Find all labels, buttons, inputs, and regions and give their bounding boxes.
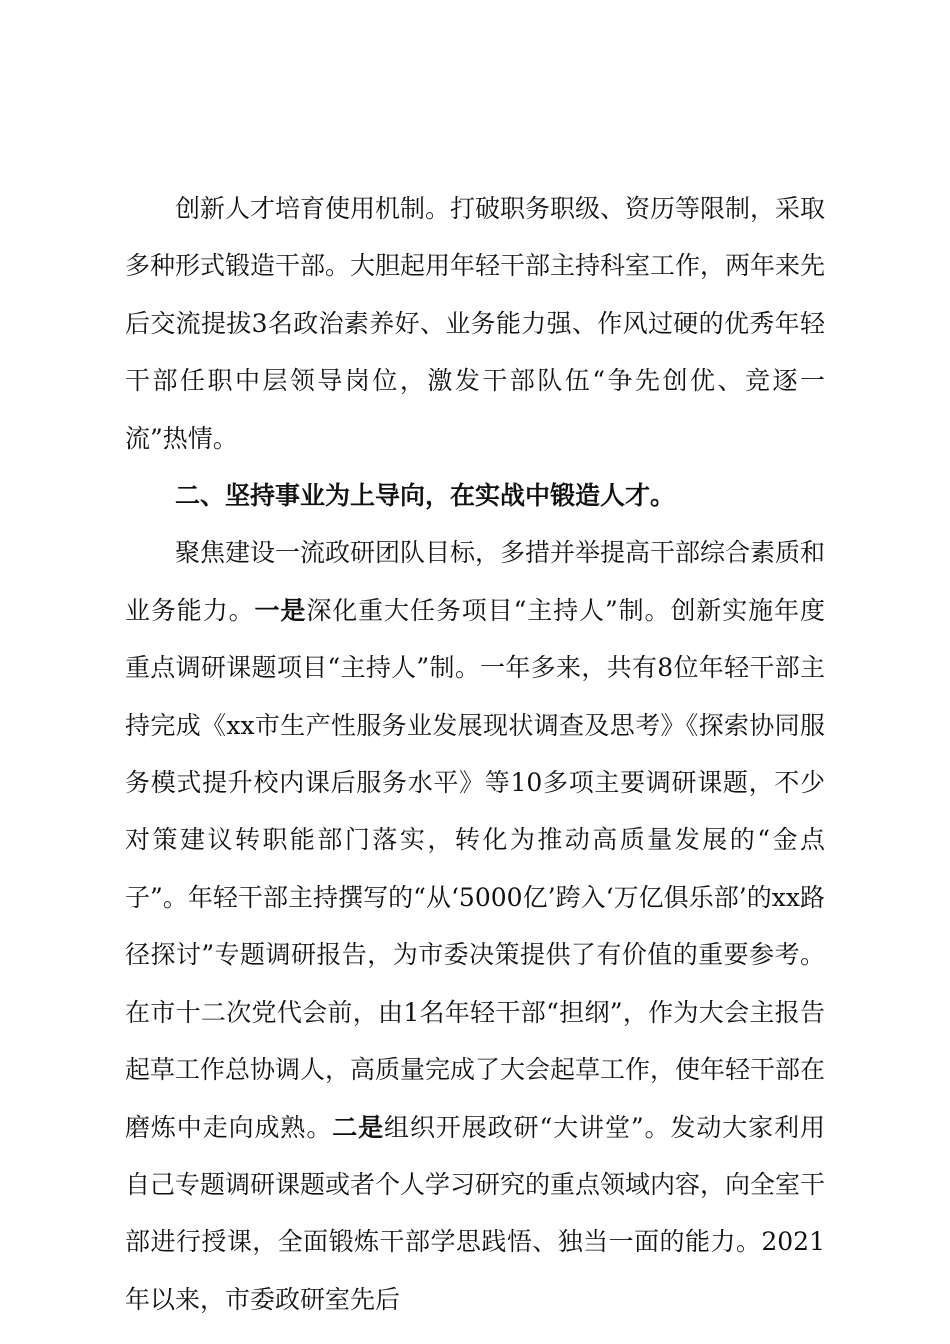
lead-marker-first: 一是 xyxy=(254,595,307,625)
paragraph-point-first: 深化重大任务项目“主持人”制。创新实施年度重点调研课题项目“主持人”制。一年多来，共有8位年轻干部主持完成《xx市生产性服务业发展现状调查及思考》《探索协同服务模式提升校内课后服务水平》等10多项主要调研课题，不少对策建议转职能部门落实，转化为推动高质量发展的“金点子”。年轻干部主持撰写的“从‘5000亿’跨入‘万亿俱乐部’的xx路径探讨”专题调研报告，为市委决策提供了有价值的重要参考。在市十二次党代会前，由1名年轻干部“担纲”，作为大会主报告起草工作总协调人，高质量完成了大会起草工作，使年轻干部在磨炼中走向成熟。 xyxy=(125,595,826,1142)
paragraph-point-second: 组织开展政研“大讲堂”。发动大家利用自己专题调研课题或者个人学习研究的重点领域内容，向全室干部进行授课，全面锻炼干部学思践悟、独当一面的能力。2021年以来，市委政研室先后 xyxy=(125,1112,826,1314)
paragraph-talent-mechanism: 创新人才培育使用机制。打破职务职级、资历等限制，采取多种形式锻造干部。大胆起用年轻干部主持科室工作，两年来先后交流提拔3名政治素养好、业务能力强、作风过硬的优秀年轻干部任职中层领导岗位，激发干部队伍“争先创优、竞逐一流”热情。 xyxy=(125,194,826,453)
section-heading-2: 二、坚持事业为上导向，在实战中锻造人才。 xyxy=(175,481,676,511)
paragraph-practice-training xyxy=(125,524,825,1328)
paragraph-intro: 聚焦建设一流政研团队目标，多措并举提高干部综合素质和业务能力。 xyxy=(125,538,826,625)
lead-marker-second: 二是 xyxy=(332,1112,385,1142)
document-body xyxy=(125,180,825,1328)
